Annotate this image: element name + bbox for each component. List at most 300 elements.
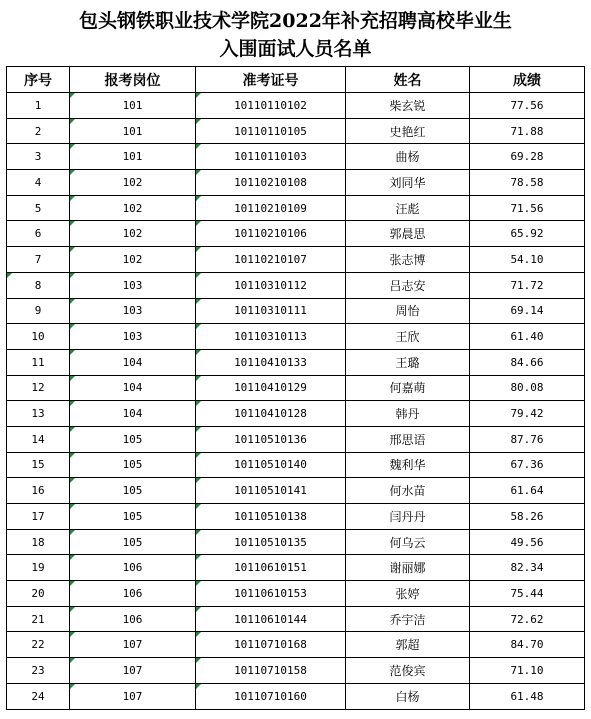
cell-no[interactable] bbox=[7, 606, 70, 632]
cell-post[interactable] bbox=[70, 555, 196, 581]
cell-score-text: 69.14 bbox=[510, 304, 544, 318]
cell-no-text: 9 bbox=[34, 304, 42, 318]
text-number-marker-icon bbox=[70, 632, 75, 637]
text-number-marker-icon bbox=[70, 453, 75, 458]
cell-name[interactable] bbox=[346, 555, 470, 581]
cell-post-text: 102 bbox=[122, 175, 143, 189]
cell-post[interactable] bbox=[70, 375, 196, 401]
cell-no[interactable] bbox=[7, 144, 70, 170]
cell-name-text: 刘同华 bbox=[389, 175, 426, 190]
cell-name-text: 郭超 bbox=[395, 638, 420, 653]
cell-no-text: 6 bbox=[34, 227, 42, 241]
cell-exam-id[interactable] bbox=[196, 221, 346, 247]
cell-exam-id[interactable] bbox=[196, 683, 346, 709]
cell-score[interactable] bbox=[470, 298, 585, 324]
cell-score[interactable] bbox=[470, 221, 585, 247]
cell-exam-id[interactable] bbox=[196, 349, 346, 375]
cell-score[interactable] bbox=[470, 375, 585, 401]
cell-score-text: 61.40 bbox=[510, 330, 544, 344]
text-number-marker-icon bbox=[70, 144, 75, 149]
cell-name[interactable] bbox=[346, 581, 470, 607]
cell-no-text: 12 bbox=[31, 381, 45, 395]
cell-post[interactable] bbox=[70, 581, 196, 607]
header-cell-no[interactable]: 序号 bbox=[7, 67, 70, 93]
text-number-marker-icon bbox=[70, 530, 75, 535]
cell-no-text: 18 bbox=[31, 535, 45, 549]
cell-post[interactable] bbox=[70, 606, 196, 632]
cell-score[interactable] bbox=[470, 555, 585, 581]
cell-exam-id-text: 10110710158 bbox=[234, 663, 307, 677]
cell-exam-id[interactable] bbox=[196, 452, 346, 478]
table-row bbox=[7, 606, 585, 632]
cell-no[interactable] bbox=[7, 272, 70, 298]
cell-score-text: 61.64 bbox=[510, 484, 544, 498]
cell-score-text: 87.76 bbox=[510, 432, 544, 446]
cell-post[interactable] bbox=[70, 658, 196, 684]
cell-post[interactable] bbox=[70, 529, 196, 555]
text-number-marker-icon bbox=[70, 247, 75, 252]
cell-name[interactable] bbox=[346, 632, 470, 658]
cell-name[interactable] bbox=[346, 349, 470, 375]
cell-name[interactable] bbox=[346, 195, 470, 221]
cell-score[interactable] bbox=[470, 247, 585, 273]
cell-post-text: 105 bbox=[122, 509, 143, 523]
header-cell-exam-id[interactable]: 准考证号 bbox=[196, 67, 346, 93]
cell-name[interactable] bbox=[346, 298, 470, 324]
cell-post-text: 105 bbox=[122, 458, 143, 472]
table-row bbox=[7, 247, 585, 273]
cell-no-text: 5 bbox=[34, 201, 42, 215]
text-number-marker-icon bbox=[196, 607, 201, 612]
cell-exam-id-text: 10110610151 bbox=[234, 561, 307, 575]
cell-no-text: 15 bbox=[31, 458, 45, 472]
cell-score[interactable] bbox=[470, 478, 585, 504]
cell-name[interactable] bbox=[346, 375, 470, 401]
cell-exam-id[interactable] bbox=[196, 324, 346, 350]
cell-name[interactable] bbox=[346, 221, 470, 247]
text-number-marker-icon bbox=[196, 93, 201, 98]
text-number-marker-icon bbox=[196, 530, 201, 535]
cell-name-text: 曲杨 bbox=[395, 150, 420, 165]
cell-exam-id[interactable] bbox=[196, 144, 346, 170]
text-number-marker-icon bbox=[70, 299, 75, 304]
cell-score-text: 71.88 bbox=[510, 124, 544, 138]
cell-post[interactable] bbox=[70, 478, 196, 504]
cell-exam-id[interactable] bbox=[196, 401, 346, 427]
table-row bbox=[7, 375, 585, 401]
text-number-marker-icon bbox=[70, 350, 75, 355]
text-number-marker-icon bbox=[196, 376, 201, 381]
text-number-marker-icon bbox=[196, 427, 201, 432]
table-row bbox=[7, 452, 585, 478]
cell-name-text: 郭晨思 bbox=[389, 227, 426, 242]
table-row bbox=[7, 324, 585, 350]
cell-score-text: 71.72 bbox=[510, 278, 544, 292]
cell-name[interactable] bbox=[346, 144, 470, 170]
table-row bbox=[7, 221, 585, 247]
cell-name[interactable] bbox=[346, 606, 470, 632]
table-row bbox=[7, 349, 585, 375]
text-number-marker-icon bbox=[70, 93, 75, 98]
cell-name[interactable] bbox=[346, 478, 470, 504]
cell-no[interactable] bbox=[7, 375, 70, 401]
text-number-marker-icon bbox=[196, 555, 201, 560]
cell-no-text: 10 bbox=[31, 330, 45, 344]
cell-post-text: 104 bbox=[122, 355, 143, 369]
table-row bbox=[7, 93, 585, 119]
cell-name[interactable] bbox=[346, 401, 470, 427]
cell-no-text: 19 bbox=[31, 561, 45, 575]
document-subtitle: 入围面试人员名单 bbox=[219, 38, 372, 60]
cell-name-text: 柴玄锐 bbox=[389, 98, 426, 113]
text-number-marker-icon bbox=[196, 196, 201, 201]
cell-score[interactable] bbox=[470, 324, 585, 350]
header-cell-score[interactable]: 成绩 bbox=[470, 67, 585, 93]
cell-score[interactable] bbox=[470, 272, 585, 298]
cell-no[interactable] bbox=[7, 632, 70, 658]
cell-exam-id[interactable] bbox=[196, 581, 346, 607]
cell-name[interactable] bbox=[346, 324, 470, 350]
cell-score[interactable] bbox=[470, 426, 585, 452]
cell-score[interactable] bbox=[470, 683, 585, 709]
cell-no-text: 2 bbox=[34, 124, 42, 138]
cell-no-text: 4 bbox=[34, 175, 42, 189]
cell-post-text: 101 bbox=[122, 98, 143, 112]
cell-name[interactable] bbox=[346, 170, 470, 196]
cell-no[interactable] bbox=[7, 504, 70, 530]
cell-post-text: 107 bbox=[122, 638, 143, 652]
cell-exam-id[interactable] bbox=[196, 272, 346, 298]
cell-no-text: 24 bbox=[31, 689, 45, 703]
candidate-table bbox=[6, 66, 585, 710]
cell-exam-id-text: 10110410128 bbox=[234, 407, 307, 421]
cell-name-text: 邢思语 bbox=[389, 432, 426, 447]
table-row bbox=[7, 632, 585, 658]
cell-exam-id[interactable] bbox=[196, 170, 346, 196]
cell-post[interactable] bbox=[70, 195, 196, 221]
cell-post-text: 102 bbox=[122, 252, 143, 266]
cell-post-text: 106 bbox=[122, 612, 143, 626]
cell-exam-id-text: 10110110102 bbox=[234, 98, 307, 112]
cell-name[interactable] bbox=[346, 93, 470, 119]
table-row bbox=[7, 118, 585, 144]
cell-no-text: 14 bbox=[31, 432, 45, 446]
cell-no-text: 23 bbox=[31, 663, 45, 677]
cell-exam-id-text: 10110510141 bbox=[234, 484, 307, 498]
cell-exam-id[interactable] bbox=[196, 606, 346, 632]
cell-score-text: 84.70 bbox=[510, 638, 544, 652]
cell-score-text: 49.56 bbox=[510, 535, 544, 549]
cell-post-text: 104 bbox=[122, 381, 143, 395]
cell-name-text: 谢丽娜 bbox=[389, 561, 426, 576]
text-number-marker-icon bbox=[70, 196, 75, 201]
text-number-marker-icon bbox=[70, 401, 75, 406]
cell-no[interactable] bbox=[7, 247, 70, 273]
cell-score[interactable] bbox=[470, 118, 585, 144]
cell-post-text: 103 bbox=[122, 304, 143, 318]
cell-name[interactable] bbox=[346, 452, 470, 478]
cell-post-text: 105 bbox=[122, 535, 143, 549]
cell-exam-id-text: 10110110105 bbox=[234, 124, 307, 138]
cell-no-text: 22 bbox=[31, 638, 45, 652]
cell-no[interactable] bbox=[7, 195, 70, 221]
cell-exam-id[interactable] bbox=[196, 247, 346, 273]
cell-score[interactable] bbox=[470, 349, 585, 375]
cell-name-text: 史艳红 bbox=[389, 124, 426, 139]
cell-post-text: 107 bbox=[122, 663, 143, 677]
cell-exam-id[interactable] bbox=[196, 426, 346, 452]
table-row bbox=[7, 272, 585, 298]
cell-exam-id-text: 10110510140 bbox=[234, 458, 307, 472]
table-row bbox=[7, 195, 585, 221]
cell-no[interactable] bbox=[7, 426, 70, 452]
cell-name-text: 范俊宾 bbox=[389, 663, 426, 678]
cell-no-text: 7 bbox=[34, 252, 42, 266]
cell-exam-id[interactable] bbox=[196, 632, 346, 658]
cell-exam-id[interactable] bbox=[196, 375, 346, 401]
cell-score-text: 67.36 bbox=[510, 458, 544, 472]
cell-exam-id-text: 10110210108 bbox=[234, 175, 307, 189]
cell-score[interactable] bbox=[470, 401, 585, 427]
cell-name-text: 闫丹丹 bbox=[389, 509, 426, 524]
text-number-marker-icon bbox=[196, 324, 201, 329]
cell-exam-id[interactable] bbox=[196, 298, 346, 324]
text-number-marker-icon bbox=[7, 273, 12, 278]
cell-post-text: 105 bbox=[122, 432, 143, 446]
cell-post-text: 102 bbox=[122, 227, 143, 241]
cell-no-text: 20 bbox=[31, 586, 45, 600]
cell-no[interactable] bbox=[7, 349, 70, 375]
cell-post[interactable] bbox=[70, 632, 196, 658]
table-header-row bbox=[7, 67, 585, 93]
cell-name[interactable] bbox=[346, 683, 470, 709]
text-number-marker-icon bbox=[70, 504, 75, 509]
cell-post-text: 107 bbox=[122, 689, 143, 703]
cell-no[interactable] bbox=[7, 221, 70, 247]
text-number-marker-icon bbox=[196, 632, 201, 637]
cell-no[interactable] bbox=[7, 118, 70, 144]
cell-post[interactable] bbox=[70, 170, 196, 196]
table-row bbox=[7, 401, 585, 427]
cell-exam-id-text: 10110310112 bbox=[234, 278, 307, 292]
cell-score[interactable] bbox=[470, 529, 585, 555]
cell-no[interactable] bbox=[7, 401, 70, 427]
cell-post-text: 103 bbox=[122, 330, 143, 344]
cell-score[interactable] bbox=[470, 606, 585, 632]
text-number-marker-icon bbox=[70, 581, 75, 586]
cell-exam-id-text: 10110310113 bbox=[234, 330, 307, 344]
text-number-marker-icon bbox=[70, 324, 75, 329]
cell-post-text: 101 bbox=[122, 124, 143, 138]
cell-name-text: 魏利华 bbox=[389, 458, 426, 473]
cell-name[interactable] bbox=[346, 529, 470, 555]
cell-name-text: 乔宇洁 bbox=[389, 612, 426, 627]
cell-score-text: 58.26 bbox=[510, 509, 544, 523]
cell-score[interactable] bbox=[470, 658, 585, 684]
cell-exam-id[interactable] bbox=[196, 118, 346, 144]
cell-score-text: 77.56 bbox=[510, 98, 544, 112]
cell-post-text: 104 bbox=[122, 407, 143, 421]
cell-exam-id[interactable] bbox=[196, 555, 346, 581]
table-row bbox=[7, 658, 585, 684]
cell-exam-id[interactable] bbox=[196, 195, 346, 221]
cell-exam-id[interactable] bbox=[196, 504, 346, 530]
cell-post[interactable] bbox=[70, 298, 196, 324]
table-row bbox=[7, 170, 585, 196]
cell-score[interactable] bbox=[470, 504, 585, 530]
text-number-marker-icon bbox=[70, 555, 75, 560]
table-row bbox=[7, 144, 585, 170]
cell-name-text: 王璐 bbox=[395, 355, 420, 370]
text-number-marker-icon bbox=[196, 170, 201, 175]
cell-post[interactable] bbox=[70, 504, 196, 530]
cell-post[interactable] bbox=[70, 426, 196, 452]
table-row bbox=[7, 426, 585, 452]
cell-name-text: 汪彪 bbox=[395, 201, 420, 216]
cell-post[interactable] bbox=[70, 118, 196, 144]
cell-score-text: 84.66 bbox=[510, 355, 544, 369]
cell-name[interactable] bbox=[346, 118, 470, 144]
cell-name[interactable] bbox=[346, 247, 470, 273]
cell-score-text: 65.92 bbox=[510, 227, 544, 241]
cell-no-text: 11 bbox=[31, 355, 45, 369]
text-number-marker-icon bbox=[70, 376, 75, 381]
text-number-marker-icon bbox=[196, 273, 201, 278]
text-number-marker-icon bbox=[196, 350, 201, 355]
cell-score[interactable] bbox=[470, 581, 585, 607]
text-number-marker-icon bbox=[196, 581, 201, 586]
cell-post[interactable] bbox=[70, 221, 196, 247]
cell-post-text: 106 bbox=[122, 586, 143, 600]
cell-exam-id-text: 10110510135 bbox=[234, 535, 307, 549]
text-number-marker-icon bbox=[196, 658, 201, 663]
cell-post[interactable] bbox=[70, 401, 196, 427]
cell-exam-id-text: 10110510136 bbox=[234, 432, 307, 446]
cell-name[interactable] bbox=[346, 272, 470, 298]
cell-exam-id-text: 10110210109 bbox=[234, 201, 307, 215]
cell-score-text: 82.34 bbox=[510, 561, 544, 575]
cell-score-text: 78.58 bbox=[510, 175, 544, 189]
cell-post-text: 103 bbox=[122, 278, 143, 292]
cell-post[interactable] bbox=[70, 324, 196, 350]
cell-exam-id[interactable] bbox=[196, 658, 346, 684]
cell-score[interactable] bbox=[470, 170, 585, 196]
cell-score-text: 69.28 bbox=[510, 150, 544, 164]
text-number-marker-icon bbox=[70, 427, 75, 432]
text-number-marker-icon bbox=[196, 401, 201, 406]
cell-exam-id-text: 10110410129 bbox=[234, 381, 307, 395]
cell-exam-id-text: 10110710168 bbox=[234, 638, 307, 652]
cell-post[interactable] bbox=[70, 93, 196, 119]
cell-score[interactable] bbox=[470, 632, 585, 658]
text-number-marker-icon bbox=[196, 478, 201, 483]
cell-score[interactable] bbox=[470, 93, 585, 119]
cell-no[interactable] bbox=[7, 683, 70, 709]
text-number-marker-icon bbox=[196, 299, 201, 304]
cell-name[interactable] bbox=[346, 426, 470, 452]
table-row bbox=[7, 555, 585, 581]
text-number-marker-icon bbox=[70, 273, 75, 278]
cell-no[interactable] bbox=[7, 452, 70, 478]
text-number-marker-icon bbox=[70, 684, 75, 689]
text-number-marker-icon bbox=[196, 453, 201, 458]
cell-exam-id-text: 10110410133 bbox=[234, 355, 307, 369]
cell-no-text: 13 bbox=[31, 407, 45, 421]
text-number-marker-icon bbox=[196, 144, 201, 149]
table-row bbox=[7, 529, 585, 555]
cell-no-text: 16 bbox=[31, 484, 45, 498]
cell-no-text: 17 bbox=[31, 509, 45, 523]
header-cell-post[interactable]: 报考岗位 bbox=[70, 67, 196, 93]
cell-no[interactable] bbox=[7, 324, 70, 350]
cell-no-text: 8 bbox=[34, 278, 42, 292]
cell-name-text: 何乌云 bbox=[389, 535, 426, 550]
cell-exam-id-text: 10110510138 bbox=[234, 509, 307, 523]
cell-name-text: 何水苗 bbox=[389, 484, 426, 499]
cell-no[interactable] bbox=[7, 581, 70, 607]
cell-name-text: 周怡 bbox=[395, 304, 420, 319]
text-number-marker-icon bbox=[70, 478, 75, 483]
header-cell-name[interactable]: 姓名 bbox=[346, 67, 470, 93]
cell-name-text: 何嘉萌 bbox=[389, 381, 426, 396]
cell-score-text: 79.42 bbox=[510, 407, 544, 421]
cell-post[interactable] bbox=[70, 144, 196, 170]
cell-post[interactable] bbox=[70, 247, 196, 273]
cell-no[interactable] bbox=[7, 93, 70, 119]
cell-no[interactable] bbox=[7, 555, 70, 581]
cell-score[interactable] bbox=[470, 195, 585, 221]
cell-exam-id-text: 10110610144 bbox=[234, 612, 307, 626]
cell-post[interactable] bbox=[70, 272, 196, 298]
cell-exam-id[interactable] bbox=[196, 93, 346, 119]
table-row bbox=[7, 683, 585, 709]
table-row bbox=[7, 504, 585, 530]
cell-score-text: 54.10 bbox=[510, 252, 544, 266]
cell-score-text: 72.62 bbox=[510, 612, 544, 626]
cell-exam-id-text: 10110610153 bbox=[234, 586, 307, 600]
cell-score[interactable] bbox=[470, 452, 585, 478]
cell-no[interactable] bbox=[7, 478, 70, 504]
cell-exam-id[interactable] bbox=[196, 529, 346, 555]
cell-no-text: 3 bbox=[34, 150, 42, 164]
cell-post-text: 101 bbox=[122, 150, 143, 164]
cell-score[interactable] bbox=[470, 144, 585, 170]
cell-no[interactable] bbox=[7, 658, 70, 684]
cell-name[interactable] bbox=[346, 504, 470, 530]
table-row bbox=[7, 478, 585, 504]
document-title: 包头钢铁职业技术学院2022年补充招聘高校毕业生 bbox=[79, 10, 512, 32]
table-body bbox=[7, 93, 585, 710]
cell-no-text: 21 bbox=[31, 612, 45, 626]
cell-post[interactable] bbox=[70, 349, 196, 375]
cell-name[interactable] bbox=[346, 658, 470, 684]
cell-no[interactable] bbox=[7, 529, 70, 555]
cell-no[interactable] bbox=[7, 298, 70, 324]
text-number-marker-icon bbox=[70, 658, 75, 663]
text-number-marker-icon bbox=[196, 247, 201, 252]
cell-post[interactable] bbox=[70, 452, 196, 478]
table-row bbox=[7, 298, 585, 324]
cell-exam-id-text: 10110310111 bbox=[234, 304, 307, 318]
cell-exam-id[interactable] bbox=[196, 478, 346, 504]
cell-post[interactable] bbox=[70, 683, 196, 709]
cell-name-text: 白杨 bbox=[395, 689, 420, 704]
cell-score-text: 71.10 bbox=[510, 663, 544, 677]
cell-no[interactable] bbox=[7, 170, 70, 196]
table-row bbox=[7, 581, 585, 607]
text-number-marker-icon bbox=[196, 684, 201, 689]
cell-exam-id-text: 10110210107 bbox=[234, 252, 307, 266]
